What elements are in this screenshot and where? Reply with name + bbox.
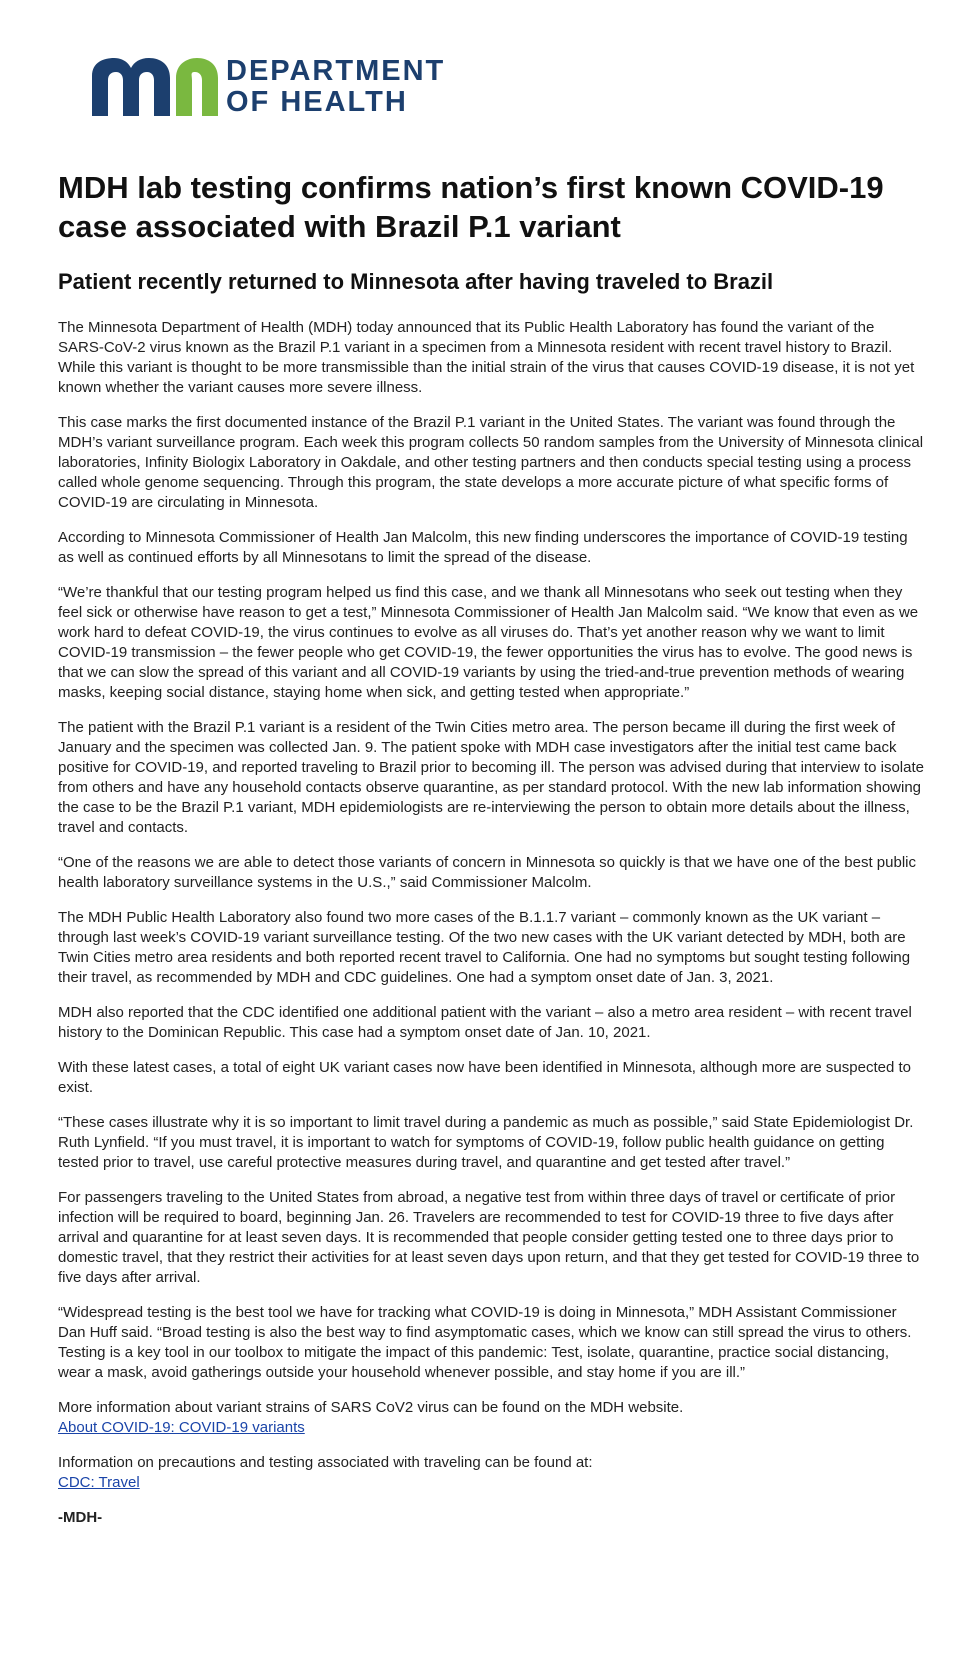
mn-logo-icon [92,58,218,116]
headline: MDH lab testing confirms nation’s first known COVID-19 case associated with Brazil P.1 variant [58,170,884,244]
logo-wordmark [226,56,445,118]
cdc-travel-link[interactable]: CDC: Travel [58,1474,140,1491]
paragraph: With these latest cases, a total of eight UK variant cases now have been identified in Minnesota, although more are suspected to exist. [58,1059,911,1096]
travel-info-text: Information on precautions and testing associated with traveling can be found at: [58,1454,593,1471]
more-info-block [58,1398,924,1438]
paragraph: MDH also reported that the CDC identified one additional patient with the variant – also a metro area resident – with recent travel history to the Dominican Republic. This case had a symptom onset date of Jan. 10, 2021. [58,1004,912,1041]
more-info-text: More information about variant strains of SARS CoV2 virus can be found on the MDH website. [58,1399,684,1416]
paragraph: “We’re thankful that our testing program helped us find this case, and we thank all Minnesotans who seek out testing when they feel sick or otherwise have reason to get a test,” Minnesota Commissioner of Health Jan Malcolm said. “We know that even as we work hard to defeat COVID-19, the virus continues to evolve as all viruses do. That’s yet another reason why we want to limit COVID-19 transmission – the fewer people who get COVID-19, the fewer opportunities the virus has to evolve. The good news is that we can slow the spread of this variant and all COVID-19 variants by using the tried-and-true prevention methods of wearing masks, keeping social distance, staying home when sick, and getting tested when appropriate.” [58,584,919,701]
paragraph: The Minnesota Department of Health (MDH) today announced that its Public Health Laboratory has found the variant of the SARS-CoV-2 virus known as the Brazil P.1 variant in a specimen from a Minnesota resident with recent travel history to Brazil. While this variant is thought to be more transmissible than the initial strain of the virus that causes COVID-19 disease, it is not yet known whether the variant causes more severe illness. [58,319,915,396]
article-body [58,318,924,1543]
logo-line-1: DEPARTMENT [226,55,446,87]
paragraph: “One of the reasons we are able to detect those variants of concern in Minnesota so quickly is that we have one of the best public health laboratory surveillance systems in the U.S.,” said Commissioner Malcolm. [58,854,916,891]
paragraph: According to Minnesota Commissioner of Health Jan Malcolm, this new finding underscores the importance of COVID-19 testing as well as continued efforts by all Minnesotans to limit the spread of the disease. [58,529,908,566]
paragraph: This case marks the first documented instance of the Brazil P.1 variant in the United States. The variant was found through the MDH’s variant surveillance program. Each week this program collects 50 random samples from the University of Minnesota clinical laboratories, Infinity Biologix Laboratory in Oakdale, and other testing partners and then conducts special testing using a process called whole genome sequencing. Through this program, the state develops a more accurate picture of what specific forms of COVID-19 are circulating in Minnesota. [58,414,924,511]
subheadline: Patient recently returned to Minnesota after having traveled to Brazil [58,269,774,294]
signoff: -MDH- [58,1509,103,1526]
paragraph: “These cases illustrate why it is so important to limit travel during a pandemic as much as possible,” said State Epidemiologist Dr. Ruth Lynfield. “If you must travel, it is important to watch for symptoms of COVID-19, follow public health guidance on getting tested prior to travel, use careful protective measures during travel, and quarantine and get tested after travel.” [58,1114,914,1171]
paragraph: The MDH Public Health Laboratory also found two more cases of the B.1.1.7 variant – commonly known as the UK variant – through last week’s COVID-19 variant surveillance testing. Of the two new cases with the UK variant detected by MDH, both are Twin Cities metro area residents and both reported recent travel to California. One had no symptoms but sought testing following their travel, as recommended by MDH and CDC guidelines. One had a symptom onset date of Jan. 3, 2021. [58,909,911,986]
mdh-logo [92,56,445,118]
paragraph: The patient with the Brazil P.1 variant is a resident of the Twin Cities metro area. The person became ill during the first week of January and the specimen was collected Jan. 9. The patient spoke with MDH case investigators after the initial test came back positive for COVID-19, and reported traveling to Brazil prior to becoming ill. The person was advised during that interview to isolate from others and have any household contacts observe quarantine, as per standard protocol. With the new lab information showing the case to be the Brazil P.1 variant, MDH epidemiologists are re-interviewing the person to obtain more details about the illness, travel and contacts. [58,719,924,836]
covid-variants-link[interactable]: About COVID-19: COVID-19 variants [58,1419,305,1436]
paragraph: “Widespread testing is the best tool we have for tracking what COVID-19 is doing in Minnesota,” MDH Assistant Commissioner Dan Huff said. “Broad testing is also the best way to find asymptomatic cases, which we know can still spread the virus to others. Testing is a key tool in our toolbox to mitigate the impact of this pandemic: Test, isolate, quarantine, practice social distancing, wear a mask, avoid gatherings outside your household whenever possible, and stay home if you are ill.” [58,1304,912,1381]
travel-info-block [58,1453,924,1493]
paragraph: For passengers traveling to the United States from abroad, a negative test from within three days of travel or certificate of prior infection will be required to board, beginning Jan. 26. Travelers are recommended to test for COVID-19 three to five days after arrival and quarantine for at least seven days. It is recommended that people consider getting tested one to three days prior to domestic travel, that they restrict their activities for at least seven days upon return, and that they get tested for COVID-19 three to five days after arrival. [58,1189,920,1286]
logo-line-2: OF HEALTH [226,86,408,118]
